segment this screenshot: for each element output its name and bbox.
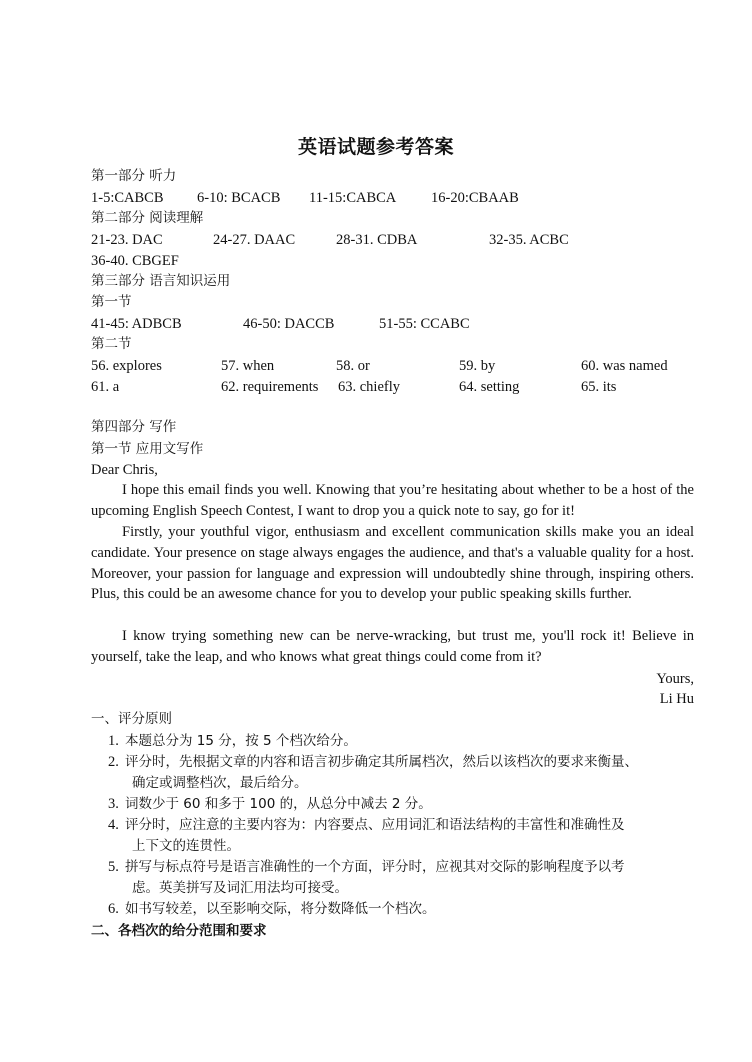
rule-text-continued: 确定或调整档次，最后给分。 — [132, 775, 308, 791]
part3-s2-answer-57: 57. when — [221, 358, 275, 374]
letter-signature: Li Hu — [659, 691, 694, 707]
part1-answer-1: 1-5:CABCB — [91, 190, 164, 206]
part3-section2-heading: 第二节 — [91, 336, 132, 352]
part3-s1-answer-1: 41-45: ADBCB — [91, 316, 182, 332]
letter-closing: Yours, — [656, 671, 694, 687]
letter-paragraph-2: Firstly, your youthful vigor, enthusiasm and excellent communication skills make you an ideal candidate. Your presence on stage always engages the audience, and that's a valuable quality for a host. Moreover, your passion for language and expression will undoubtedly shine through, inspiring others. Plus, this could be an awesome chance for you to develop your public speaking skills further. — [91, 524, 694, 603]
part3-s1-answer-2: 46-50: DACCB — [243, 316, 335, 332]
rule-text-continued: 上下文的连贯性。 — [132, 838, 240, 854]
grading-rule-6 — [108, 899, 696, 920]
letter-paragraph-3: I know trying something new can be nerve-wracking, but trust me, you'll rock it! Believe in yourself, take the leap, and who knows what great things could come from it? — [91, 628, 694, 665]
part1-answer-2: 6-10: BCACB — [197, 190, 281, 206]
grading-heading: 一、评分原则 — [91, 711, 172, 727]
part3-s2-answer-62: 62. requirements — [221, 379, 319, 395]
rule-number: 1. — [108, 733, 119, 749]
rule-text: 拼写与标点符号是语言准确性的一个方面，评分时，应视其对交际的影响程度予以考 — [125, 859, 625, 875]
part2-heading: 第二部分 阅读理解 — [91, 210, 204, 226]
part2-answer-4: 32-35. ACBC — [489, 232, 569, 248]
part1-answer-3: 11-15:CABCA — [309, 190, 397, 206]
rule-number: 5. — [108, 859, 119, 875]
part3-s2-answer-56: 56. explores — [91, 358, 162, 374]
grading-rule-2 — [108, 752, 696, 794]
page-title: 英语试题参考答案 — [297, 136, 454, 158]
rule-number: 4. — [108, 817, 119, 833]
part3-s2-answer-58: 58. or — [336, 358, 370, 374]
part3-s1-answer-3: 51-55: CCABC — [379, 316, 470, 332]
grading-rule-4 — [108, 815, 696, 857]
part1-heading: 第一部分 听力 — [91, 168, 177, 184]
rule-number: 2. — [108, 754, 119, 770]
part3-s2-answer-59: 59. by — [459, 358, 496, 374]
part2-answer-3: 28-31. CDBA — [336, 232, 418, 248]
part3-s2-answer-64: 64. setting — [459, 379, 520, 395]
rule-text: 评分时，先根据文章的内容和语言初步确定其所属档次，然后以该档次的要求来衡量、 — [125, 754, 638, 770]
part3-s2-answer-61: 61. a — [91, 379, 120, 395]
part2-answer-1: 21-23. DAC — [91, 232, 163, 248]
part3-heading: 第三部分 语言知识运用 — [91, 273, 231, 289]
grading-rule-5 — [108, 857, 696, 899]
grading-rule-3 — [108, 794, 696, 815]
letter-salutation: Dear Chris, — [91, 462, 158, 478]
part3-s2-answer-63: 63. chiefly — [338, 379, 401, 395]
part3-s2-answer-60: 60. was named — [581, 358, 668, 374]
part4-section1-heading: 第一节 应用文写作 — [91, 441, 204, 457]
rule-text: 如书写较差，以至影响交际，将分数降低一个档次。 — [125, 901, 436, 917]
rule-text: 评分时，应注意的主要内容为：内容要点、应用词汇和语法结构的丰富性和准确性及 — [125, 817, 625, 833]
part2-answer-2: 24-27. DAAC — [213, 232, 296, 248]
part2-answer-5: 36-40. CBGEF — [91, 253, 179, 269]
part3-s2-answer-65: 65. its — [581, 379, 617, 395]
rule-text: 词数少于 60 和多于 100 的，从总分中减去 2 分。 — [125, 796, 432, 812]
part3-section1-heading: 第一节 — [91, 294, 132, 310]
letter-paragraph-1: I hope this email finds you well. Knowing that you’re hesitating about whether to be a host of the upcoming English Speech Contest, I want to drop you a quick note to say, go for it! — [91, 482, 694, 519]
rule-text-continued: 虑。英美拼写及词汇用法均可接受。 — [132, 880, 348, 896]
rule-number: 6. — [108, 901, 119, 917]
grading-heading-2: 二、各档次的给分范围和要求 — [91, 923, 267, 939]
rule-number: 3. — [108, 796, 119, 812]
grading-rule-1 — [108, 731, 696, 752]
rule-text: 本题总分为 15 分，按 5 个档次给分。 — [125, 733, 357, 749]
part4-heading: 第四部分 写作 — [91, 419, 177, 435]
part1-answer-4: 16-20:CBAAB — [431, 190, 519, 206]
